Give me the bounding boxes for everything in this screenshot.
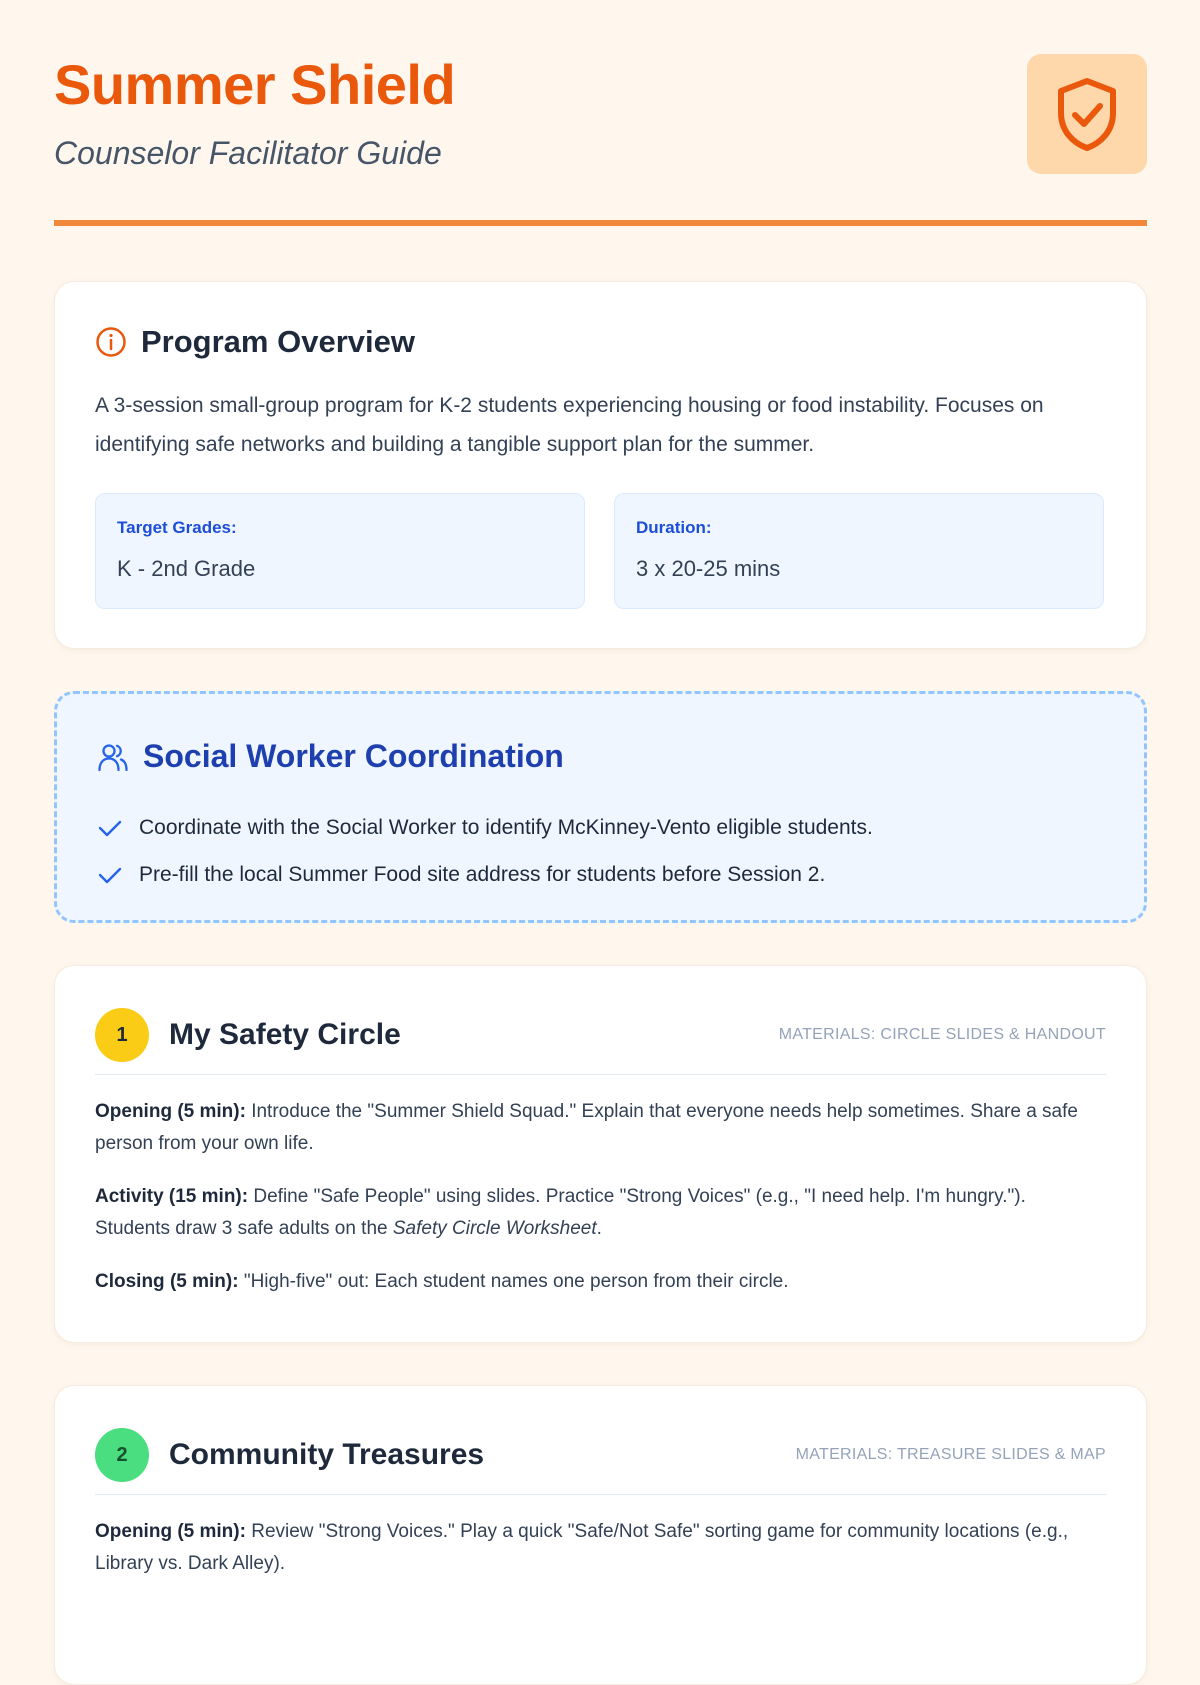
session-header xyxy=(95,1428,1106,1482)
session-materials: MATERIALS: TREASURE SLIDES & MAP xyxy=(795,1446,1106,1463)
session-card-2 xyxy=(54,1385,1147,1685)
header-divider xyxy=(54,220,1147,226)
step-text: "High-five" out: Each student names one person from their circle. xyxy=(238,1271,789,1292)
social-worker-coordination-card xyxy=(54,691,1147,923)
step-text-tail: . xyxy=(596,1218,602,1239)
checklist-item-text: Coordinate with the Social Worker to identify McKinney-Vento eligible students. xyxy=(139,815,873,839)
step-opening xyxy=(95,1516,1105,1580)
duration-label: Duration: xyxy=(636,518,712,537)
step-label: Closing (5 min): xyxy=(95,1271,239,1292)
session-steps xyxy=(95,1096,1105,1319)
checklist-item xyxy=(97,804,873,851)
target-grades-value: K - 2nd Grade xyxy=(117,556,256,581)
session-divider xyxy=(95,1074,1106,1075)
session-header xyxy=(95,1008,1106,1062)
shield-check-icon xyxy=(1055,77,1119,151)
step-closing xyxy=(95,1266,1105,1298)
step-text: Introduce the "Summer Shield Squad." Explain that everyone needs help sometimes. Share a safe person from your own life. xyxy=(95,1101,1078,1154)
overview-heading: Program Overview xyxy=(141,324,415,359)
session-divider xyxy=(95,1494,1106,1495)
session-number-badge: 2 xyxy=(95,1428,149,1482)
overview-heading-row xyxy=(95,324,415,360)
step-text: Define "Safe People" using slides. Practice "Strong Voices" (e.g., "I need help. I'm hungry."). Students draw 3 safe adults on the xyxy=(95,1186,1026,1239)
session-materials: MATERIALS: CIRCLE SLIDES & HANDOUT xyxy=(778,1026,1106,1043)
step-label: Activity (15 min): xyxy=(95,1186,249,1207)
duration-value: 3 x 20-25 mins xyxy=(636,556,781,581)
overview-description: A 3-session small-group program for K-2 students experiencing housing or food instability. Focuses on identifying safe networks and building a tangible support plan for the summer. xyxy=(95,394,1044,456)
coordination-heading: Social Worker Coordination xyxy=(143,738,564,774)
session-steps xyxy=(95,1516,1105,1601)
target-grades-box xyxy=(95,493,585,609)
session-number-badge: 1 xyxy=(95,1008,149,1062)
step-text: Review "Strong Voices." Play a quick "Safe/Not Safe" sorting game for community locations (e.g., Library vs. Dark Alley). xyxy=(95,1521,1069,1574)
facilitator-guide-page xyxy=(54,0,1147,1574)
session-card-1 xyxy=(54,965,1147,1343)
checklist-item xyxy=(97,851,873,898)
page-subtitle: Counselor Facilitator Guide xyxy=(54,135,442,171)
session-title: Community Treasures xyxy=(169,1438,485,1471)
users-icon xyxy=(97,741,129,773)
step-activity xyxy=(95,1181,1105,1245)
worksheet-name: Safety Circle Worksheet xyxy=(392,1218,597,1239)
coordination-checklist xyxy=(97,804,873,898)
session-title: My Safety Circle xyxy=(169,1018,401,1051)
step-opening xyxy=(95,1096,1105,1160)
step-label: Opening (5 min): xyxy=(95,1101,246,1122)
coordination-heading-row xyxy=(97,738,564,775)
header xyxy=(54,0,1147,226)
page-title: Summer Shield xyxy=(54,53,456,116)
duration-box xyxy=(614,493,1104,609)
logo-badge xyxy=(1027,54,1147,174)
target-grades-label: Target Grades: xyxy=(117,518,237,537)
step-label: Opening (5 min): xyxy=(95,1521,246,1542)
check-icon xyxy=(97,865,123,885)
info-icon xyxy=(95,326,127,358)
checklist-item-text: Pre-fill the local Summer Food site address for students before Session 2. xyxy=(139,862,826,886)
program-overview-card xyxy=(54,281,1147,649)
check-icon xyxy=(97,818,123,838)
